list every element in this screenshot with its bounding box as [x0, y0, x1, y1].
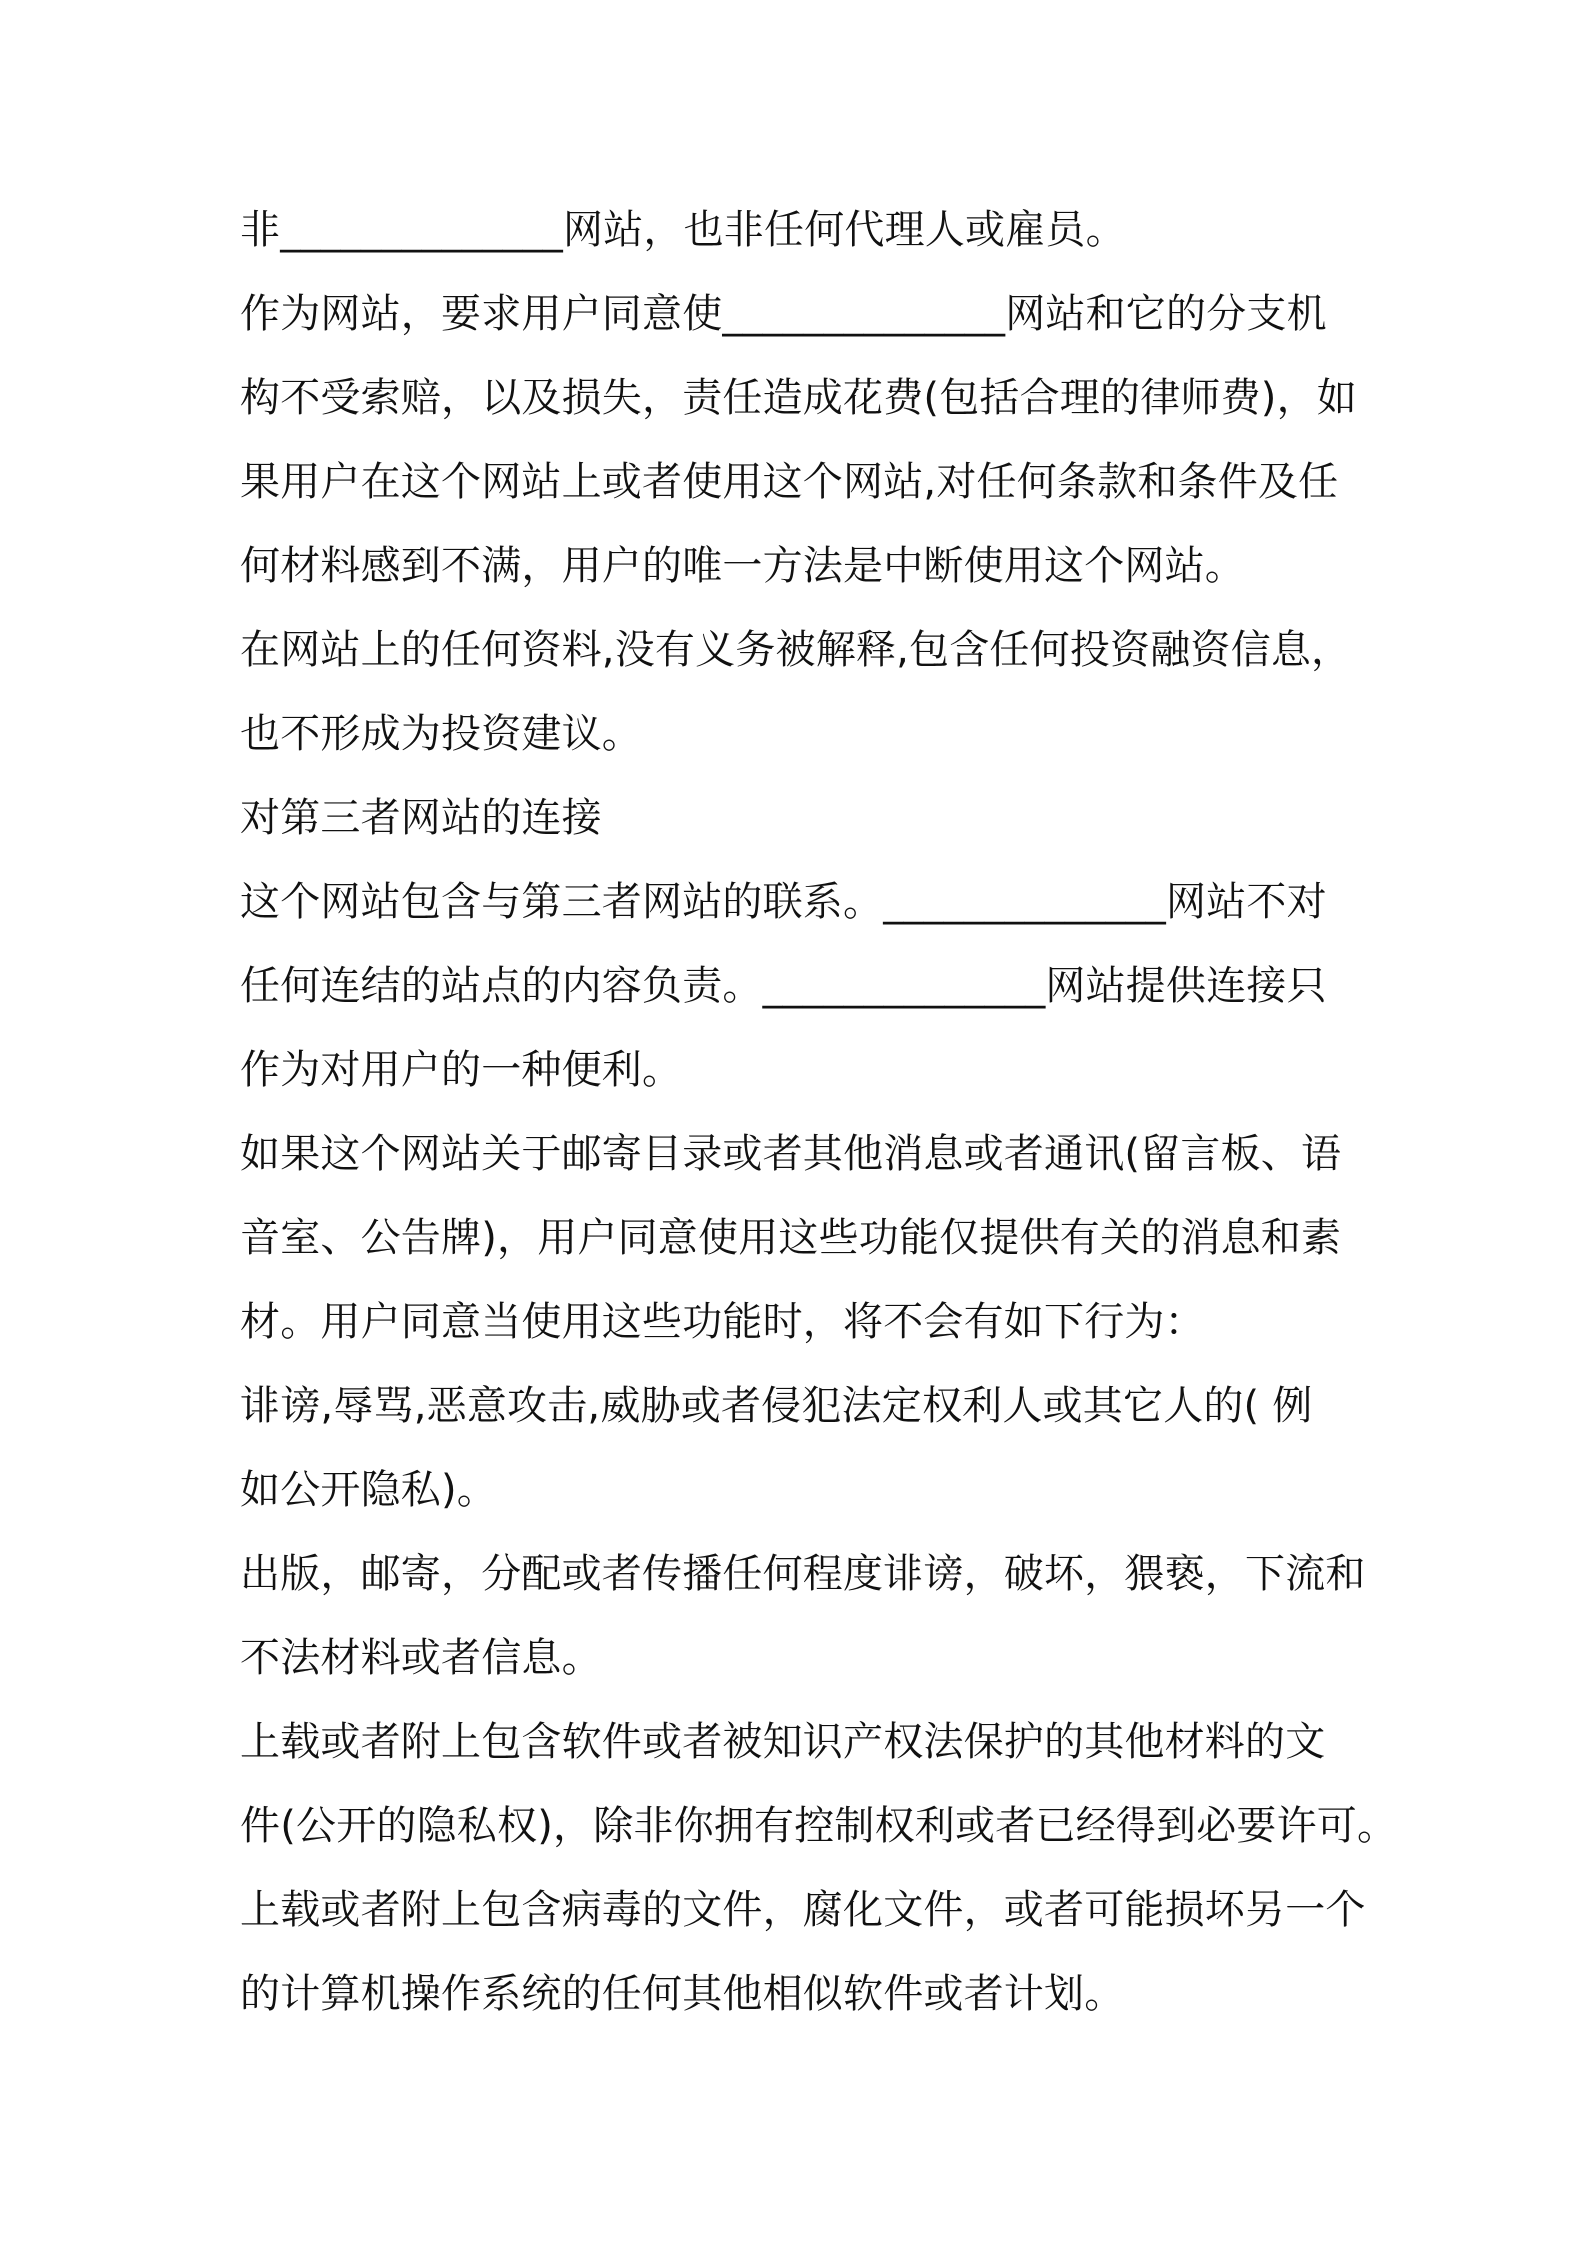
text-line: 作为网站，要求用户同意使______________网站和它的分支机: [240, 291, 1327, 337]
text-line: 诽谤,辱骂,恶意攻击,威胁或者侵犯法定权利人或其它人的( 例: [240, 1383, 1313, 1429]
text-line: 何材料感到不满，用户的唯一方法是中断使用这个网站。: [240, 543, 1245, 589]
text-line: 如果这个网站关于邮寄目录或者其他消息或者通讯(留言板、语: [240, 1131, 1342, 1177]
text-line: 的计算机操作系统的任何其他相似软件或者计划。: [240, 1971, 1125, 2017]
text-line: 不法材料或者信息。: [240, 1635, 602, 1681]
text-line: 作为对用户的一种便利。: [240, 1047, 683, 1093]
text-line: 这个网站包含与第三者网站的联系。______________网站不对: [240, 879, 1327, 925]
text-line: 也不形成为投资建议。: [240, 711, 642, 757]
text-line: 果用户在这个网站上或者使用这个网站,对任何条款和条件及任: [240, 459, 1339, 505]
text-line: 任何连结的站点的内容负责。______________网站提供连接只: [240, 963, 1327, 1009]
text-line: 件(公开的隐私权)，除非你拥有控制权利或者已经得到必要许可。: [240, 1803, 1398, 1849]
text-line: 上载或者附上包含软件或者被知识产权法保护的其他材料的文: [240, 1719, 1326, 1765]
section-heading: 对第三者网站的连接: [240, 795, 602, 841]
text-line: 音室、公告牌)，用户同意使用这些功能仅提供有关的消息和素: [240, 1215, 1342, 1261]
text-line: 出版，邮寄，分配或者传播任何程度诽谤，破坏，猥亵，下流和: [240, 1551, 1366, 1597]
text-line: 在网站上的任何资料,没有义务被解释,包含任何投资融资信息，: [240, 627, 1352, 673]
text-line: 构不受索赔，以及损失，责任造成花费(包括合理的律师费)，如: [240, 375, 1358, 421]
text-line: 材。用户同意当使用这些功能时，将不会有如下行为：: [240, 1299, 1205, 1345]
text-line: 如公开隐私)。: [240, 1467, 498, 1513]
text-line: 非______________网站，也非任何代理人或雇员。: [240, 207, 1126, 253]
text-line: 上载或者附上包含病毒的文件，腐化文件，或者可能损坏另一个: [240, 1887, 1366, 1933]
